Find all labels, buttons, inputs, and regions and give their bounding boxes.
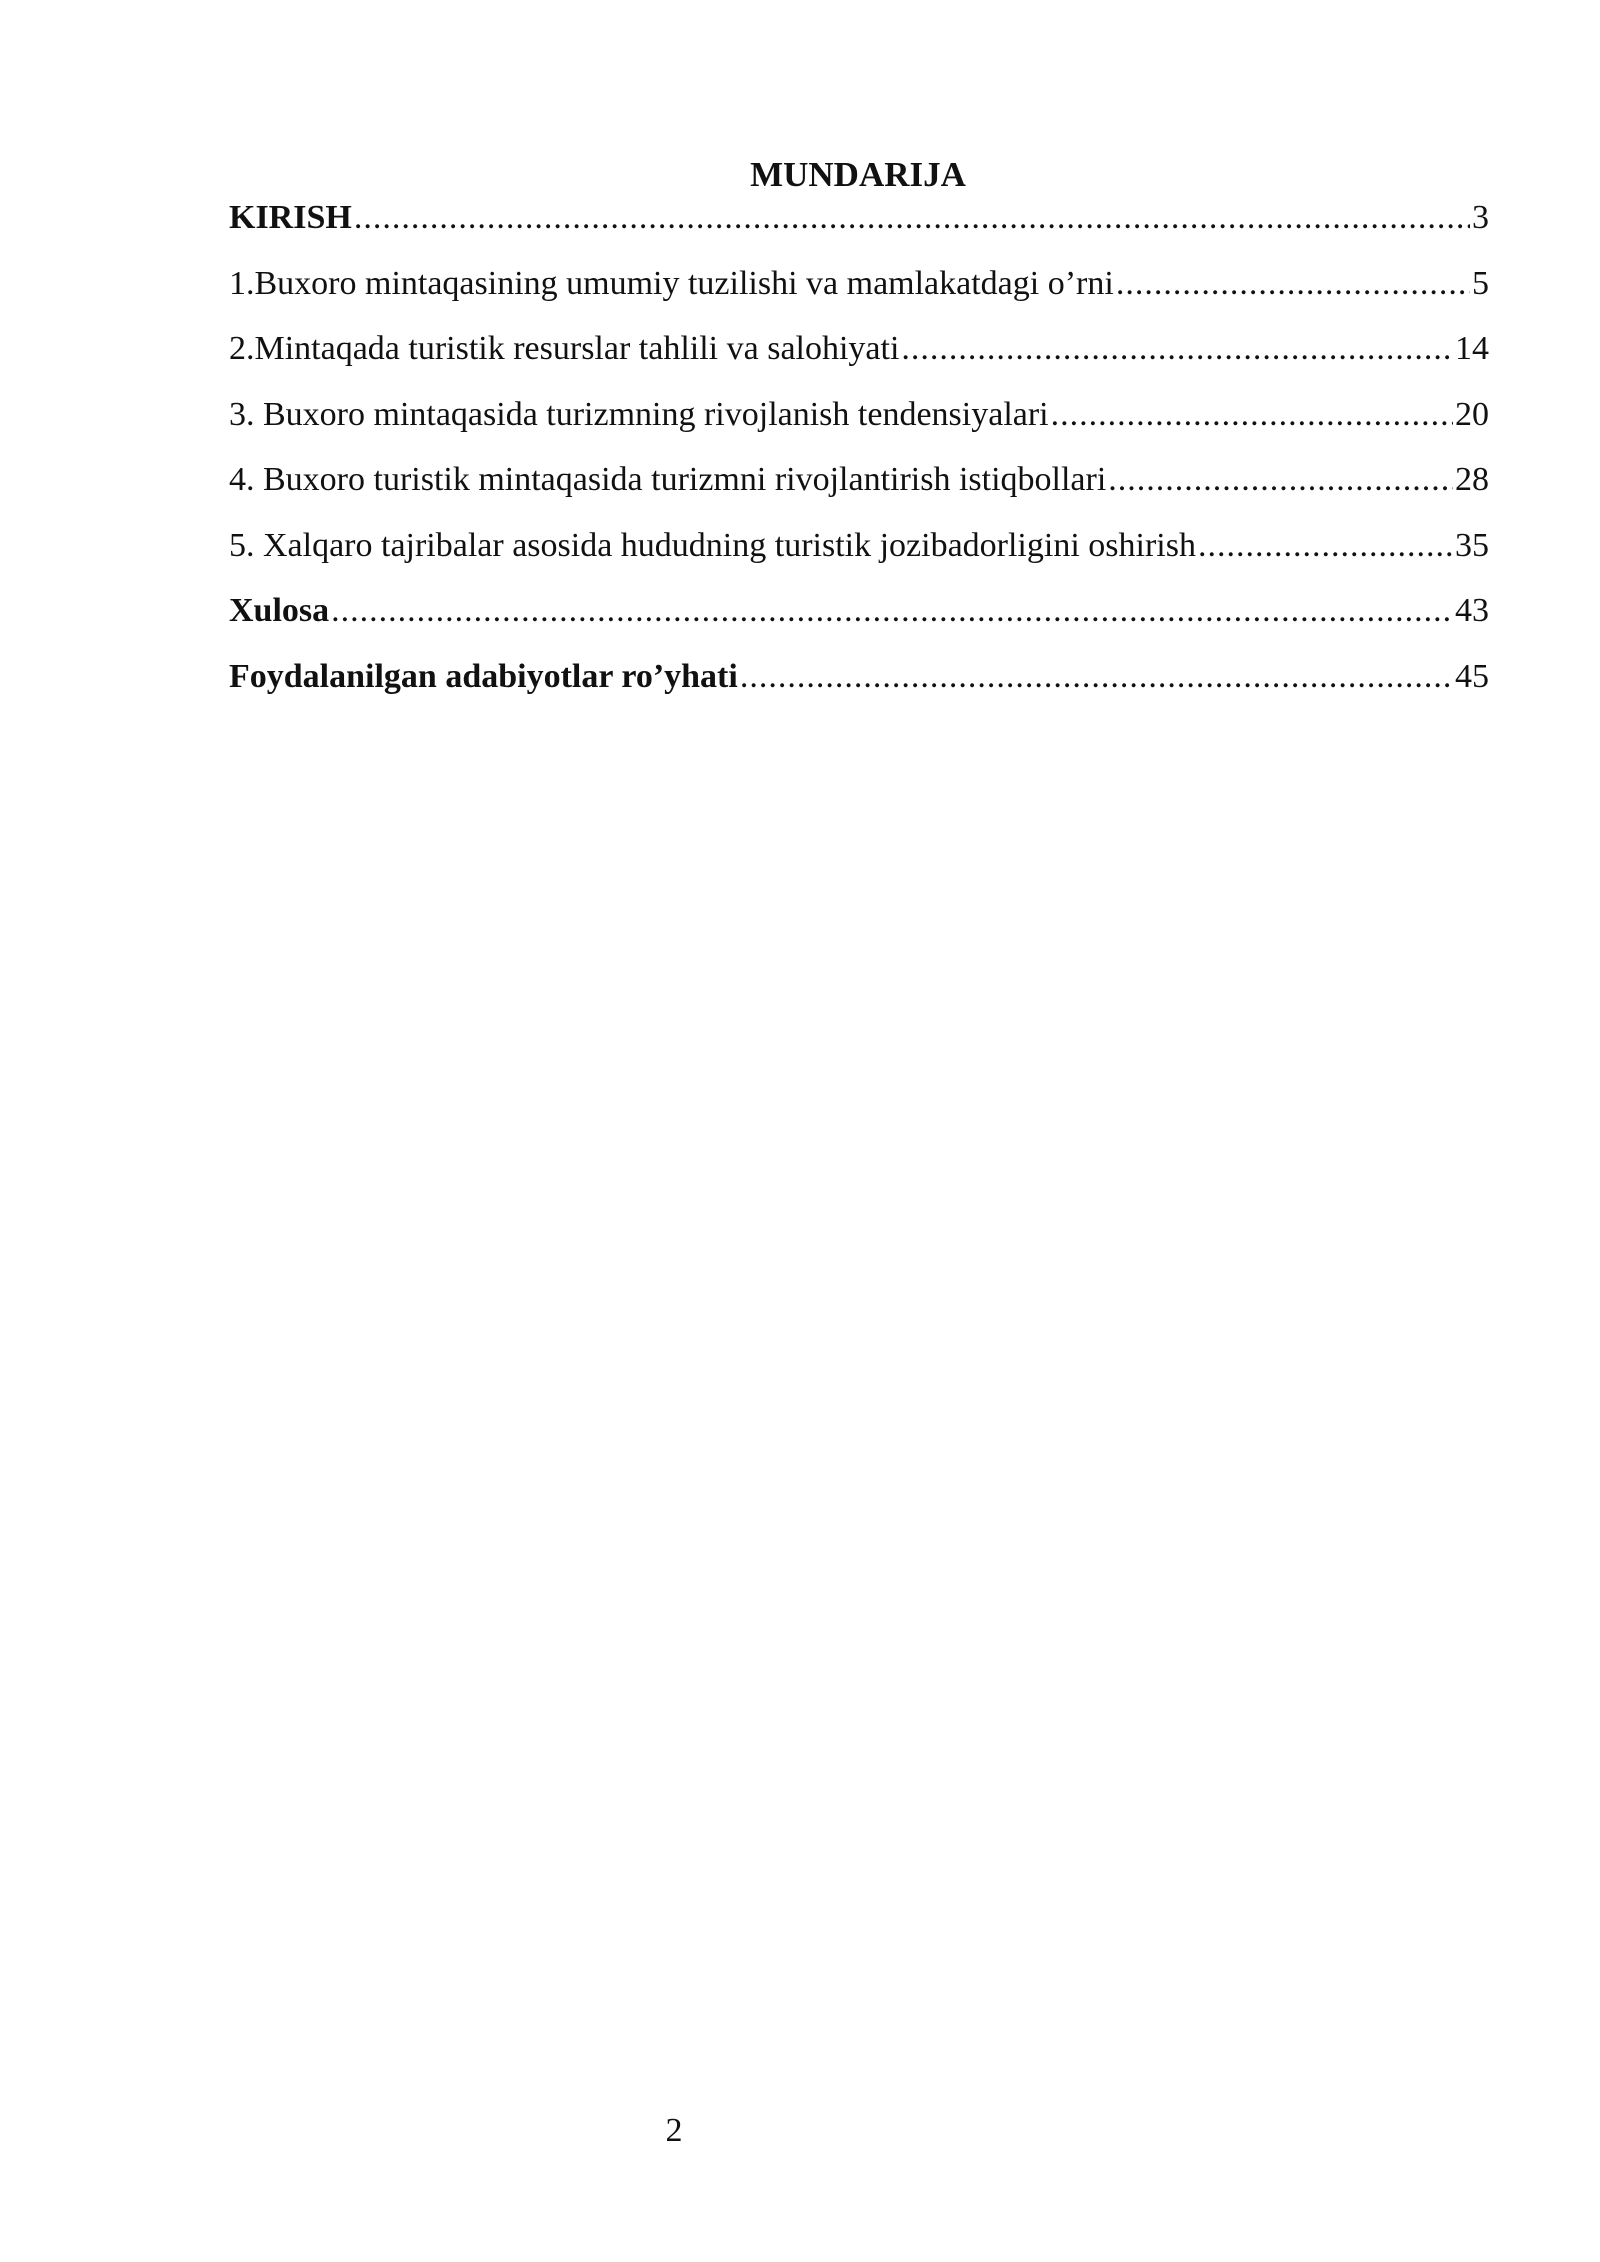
toc-entry-page: 45 [1455, 657, 1489, 695]
toc-entry-label: 1.Buxoro mintaqasining umumiy tuzilishi va mamlakatdagi o’rni [229, 264, 1114, 302]
toc-entry-label: Xulosa [229, 592, 330, 629]
toc-entry-label: Foydalanilgan adabiyotlar ro’yhati [229, 657, 738, 695]
toc-entry-label: 2.Mintaqada turistik resurslar tahlili va salohiyati [229, 330, 900, 367]
toc-entry-page: 43 [1455, 592, 1489, 629]
table-of-contents [229, 195, 1489, 719]
page-number: 2 [665, 2112, 683, 2149]
toc-dot-leader [331, 588, 1453, 634]
toc-title: MUNDARIJA [750, 155, 966, 194]
toc-entry-page: 35 [1455, 526, 1489, 564]
toc-dot-leader [1198, 523, 1453, 569]
toc-dot-leader [901, 326, 1453, 372]
toc-entry-page: 5 [1472, 264, 1489, 302]
toc-entry-page: 28 [1455, 461, 1489, 498]
toc-dot-leader [354, 195, 1470, 241]
toc-entry-page: 14 [1455, 330, 1489, 367]
toc-dot-leader [740, 654, 1453, 700]
toc-dot-leader [1108, 457, 1453, 503]
toc-entry [229, 261, 1489, 327]
toc-dot-leader [1051, 392, 1453, 438]
toc-entry [229, 588, 1489, 654]
toc-entry-page: 3 [1472, 199, 1489, 236]
toc-entry [229, 457, 1489, 523]
toc-entry [229, 392, 1489, 458]
toc-entry-label: KIRISH [229, 199, 352, 236]
toc-dot-leader [1116, 261, 1470, 307]
toc-entry-label: 5. Xalqaro tajribalar asosida hududning turistik jozibadorligini oshirish [229, 526, 1196, 564]
toc-entry-label: 4. Buxoro turistik mintaqasida turizmni rivojlantirish istiqbollari [229, 461, 1107, 498]
toc-entry-page: 20 [1455, 395, 1489, 433]
toc-entry [229, 326, 1489, 392]
toc-entry [229, 523, 1489, 589]
toc-entry [229, 654, 1489, 720]
toc-entry [229, 195, 1489, 261]
toc-entry-label: 3. Buxoro mintaqasida turizmning rivojlanish tendensiyalari [229, 395, 1049, 433]
